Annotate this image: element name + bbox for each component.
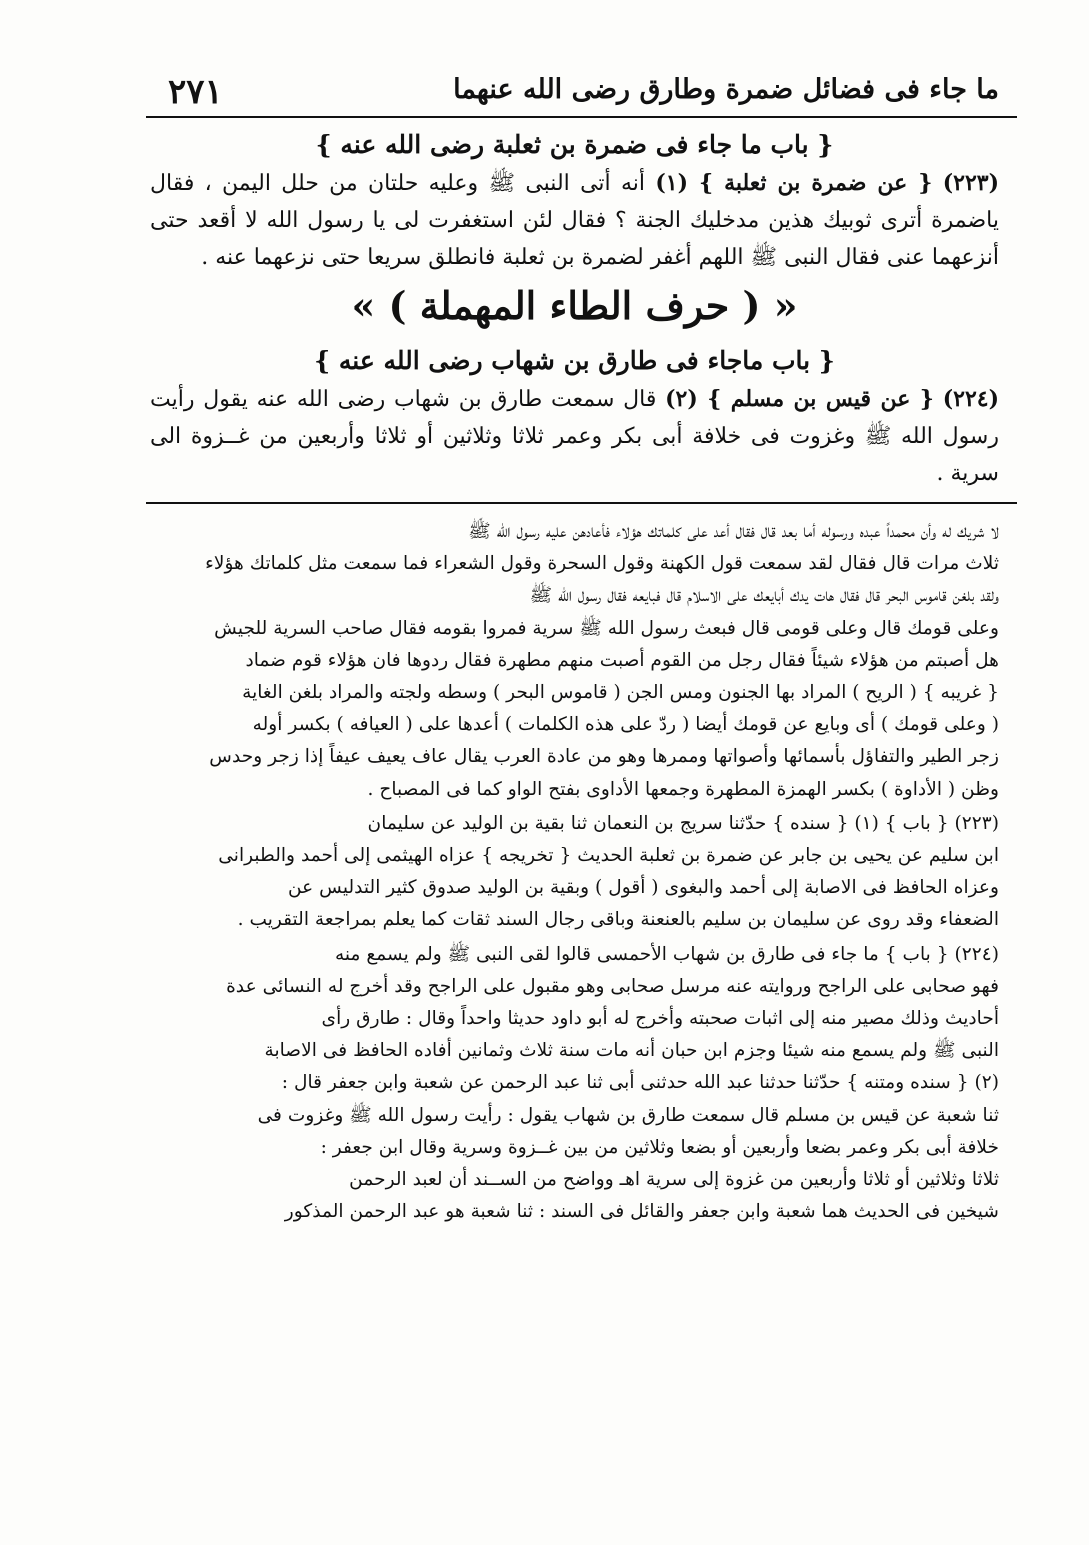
hadith-text: قال سمعت طارق بن شهاب رضى الله عنه يقول رأيت رسول الله ﷺ وغزوت فى خلافة أبى بكر وعمر ثلاثا وثلاثين أو ثلاثا وأربعين من غــزوة الى سرية . <box>150 387 999 486</box>
footnote-line: شيخين فى الحديث هما شعبة وابن جعفر والقائل فى السند : ثنا شعبة هو عبد الرحمن المذكور <box>284 1201 999 1223</box>
footnote-line: زجر الطير والتفاؤل بأسمائها وأصواتها وممرها وهو من عادة العرب يقال عاف يعيف عيفاً إذا زجر وحدس <box>209 746 999 768</box>
footnote-line: ثلاث مرات قال فقال لقد سمعت قول الكهنة وقول السحرة وقول الشعراء فما سمعت مثل كلماتك هؤلاء <box>205 553 999 575</box>
footnote-line: خلافة أبى بكر وعمر بضعا وأربعين أو بضعا وثلاثين من بين غــزوة وسرية وقال ابن جعفر : <box>320 1136 999 1158</box>
harf-heading: « ( حرف الطاء المهملة ) » <box>351 283 798 328</box>
footnote-line: (٢٢٣) { باب } (١) { سنده } حدّثنا سريج بن النعمان ثنا بقية بن الوليد عن سليمان <box>367 812 999 834</box>
running-title: ما جاء فى فضائل ضمرة وطارق رضى الله عنهما <box>453 74 999 105</box>
footnote-block-continuation <box>150 516 999 806</box>
main-text <box>150 130 999 492</box>
hadith-number: (٢٢٤) <box>942 386 999 412</box>
footnote-line: ( وعلى قومك ) أى وبايع عن قومك أيضا ( ردّ على هذه الكلمات ) أعدها على ( العيافه ) بكسر أوله <box>252 714 999 736</box>
hadith-223 <box>150 165 999 276</box>
footnote-line: الضعفاء وقد روى عن سليمان بن سليم بالعنعنة وباقى رجال السند ثقات كما يعلم بمراجعة التقريب . <box>237 909 999 931</box>
bab-heading-damra: { باب ما جاء فى ضمرة بن ثعلبة رضى الله عنه } <box>315 130 834 159</box>
footnote-line: وعزاه الحافظ فى الاصابة إلى أحمد والبغوى ( أقول ) وبقية بن الوليد صدوق كثير التدليس عن <box>288 877 999 899</box>
hadith-isnad: { عن ضمرة بن ثعلبة } (١) <box>655 170 933 196</box>
footnote-line: النبى ﷺ ولم يسمع منه شيئا وجزم ابن حبان أنه مات سنة ثلاث وثمانين أفاده الحافظ فى الاصابة <box>264 1040 999 1062</box>
footnote-line: ابن سليم عن يحيى بن جابر عن ضمرة بن ثعلبة الحديث { تخريجه } عزاه الهيثمى إلى أحمد والطبرانى <box>218 845 999 867</box>
footnote-line: ولقد بلغن قاموس البحر قال فقال هات يدك أبايعك على الاسلام قال فبايعه فقال رسول الله ﷺ <box>529 585 999 607</box>
bab-heading-tariq: { باب ماجاء فى طارق بن شهاب رضى الله عنه } <box>314 346 835 375</box>
footnote-line: (٢) { سنده ومتنه } حدّثنا حدثنا عبد الله حدثنى أبى ثنا عبد الرحمن عن شعبة وابن جعفر قال : <box>281 1072 999 1094</box>
page-header <box>150 62 999 116</box>
footnote-line: أحاديث وذلك مصير منه إلى اثبات صحبته وأخرج له أبو داود حديثا واحداً وقال : طارق رأى <box>321 1008 999 1030</box>
footnote-block-224 <box>150 939 999 1229</box>
page-number: ٢٧١ <box>168 72 223 112</box>
footnote-line: (٢٢٤) { باب } ما جاء فى طارق بن شهاب الأحمسى قالوا لقى النبى ﷺ ولم يسمع منه <box>334 943 999 965</box>
footnotes <box>150 516 999 1228</box>
footnote-line: لا شريك له وأن محمداً عبده ورسوله أما بعد قال فقال أعد على كلماتك هؤلاء فأعادهن عليه رسول الله ﷺ <box>468 521 999 542</box>
hadith-isnad: { عن قيس بن مسلم } (٢) <box>665 386 934 412</box>
footnote-line: هل أصبتم من هؤلاء شيئاً فقال رجل من القوم أصبت منهم مطهرة فقال ردوها فان هؤلاء قوم ضماد <box>245 649 999 671</box>
hadith-224 <box>150 381 999 492</box>
footnote-block-223 <box>150 808 999 937</box>
footnote-rule <box>146 502 1017 504</box>
header-rule <box>146 116 1017 118</box>
footnote-line: فهو صحابى على الراجح وروايته عنه مرسل صحابى وهو مقبول على الراجح وقد أخرج له النسائى عدة <box>226 975 999 997</box>
hadith-number: (٢٢٣) <box>942 170 999 196</box>
hadith-text: أنه أتى النبى ﷺ وعليه حلتان من حلل اليمن ، فقال ياضمرة أترى ثوبيك هذين مدخليك الجنة ؟ فقال لئن استغفرت لى يا رسول الله لا أقعد حتى أنزعهما عنى فقال النبى ﷺ اللهم أغفر لضمرة بن ثعلبة فانطلق سريعا حتى نزعهما عنه . <box>150 171 999 270</box>
footnote-line: { غريبه } ( الريح ) المراد بها الجنون ومس الجن ( قاموس البحر ) وسطه ولجته والمراد بلغن الغاية <box>242 682 999 704</box>
footnote-line: وعلى قومك قال وعلى قومى قال فبعث رسول الله ﷺ سرية فمروا بقومه فقال صاحب السرية للجيش <box>214 617 999 639</box>
footnote-line: ثنا شعبة عن قيس بن مسلم قال سمعت طارق بن شهاب يقول : رأيت رسول الله ﷺ وغزوت فى <box>257 1104 999 1126</box>
footnote-line: ثلاثا وثلاثين أو ثلاثا وأربعين من غزوة إلى سرية اهـ وواضح من الســند أن لعبد الرحمن <box>349 1169 999 1191</box>
footnote-line: وظن ( الأداوة ) بكسر الهمزة المطهرة وجمعها الأداوى بفتح الواو كما فى المصباح . <box>367 778 999 800</box>
